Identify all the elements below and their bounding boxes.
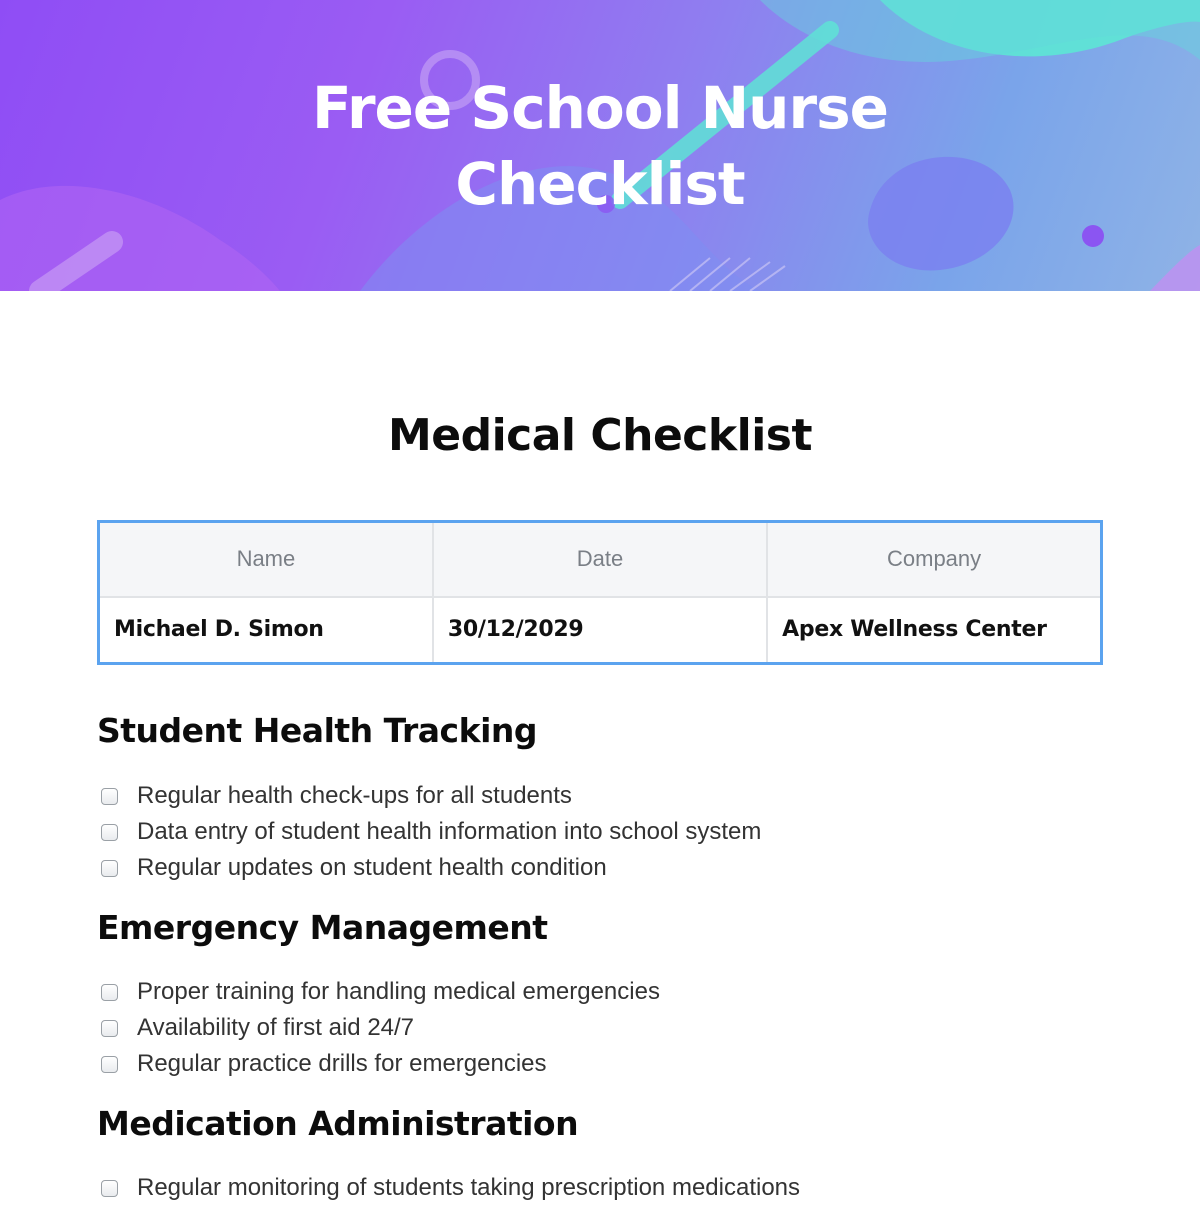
banner-title-line2: Checklist [455,150,745,218]
checkbox[interactable] [101,984,118,1001]
banner-title [0,70,1200,222]
header-company: Company [767,522,1101,597]
checklist-item [101,850,761,886]
checklist-item-label: Regular practice drills for emergencies [137,1050,547,1077]
checklist-item [101,1170,800,1206]
pink-blob-shape [1150,245,1200,291]
checklist-item-label: Data entry of student health information into school system [137,818,762,845]
checklist-item [101,814,761,850]
header-banner [0,0,1200,291]
checkbox[interactable] [101,1020,118,1037]
checklist-item-label: Regular updates on student health condition [137,854,607,881]
info-table-header-row [99,522,1102,597]
dot-shape [1082,225,1104,247]
checklist-medication-administration [101,1170,800,1206]
checklist-emergency-management [101,974,660,1082]
section-heading-student-health: Student Health Tracking [97,711,537,750]
checklist-item [101,778,761,814]
checkbox[interactable] [101,788,118,805]
checklist-item-label: Regular health check-ups for all students [137,782,572,809]
value-date: 30/12/2029 [433,597,767,664]
checklist-item-label: Regular monitoring of students taking prescription medications [137,1174,801,1201]
checklist-item [101,974,660,1010]
section-heading-emergency-management: Emergency Management [97,908,548,947]
checkbox[interactable] [101,1056,118,1073]
value-company: Apex Wellness Center [767,597,1101,664]
checkbox[interactable] [101,824,118,841]
info-table [97,520,1103,665]
info-table-value-row [99,597,1102,664]
checklist-item-label: Proper training for handling medical emergencies [137,978,660,1005]
document-title: Medical Checklist [387,410,813,461]
checklist-item [101,1010,660,1046]
checklist-item-label: Availability of first aid 24/7 [137,1014,415,1041]
banner-title-line1: Free School Nurse [312,74,888,142]
checklist-item [101,1046,660,1082]
section-heading-medication-administration: Medication Administration [97,1104,579,1143]
checklist-student-health [101,778,761,886]
header-date: Date [433,522,767,597]
checkbox[interactable] [101,1180,118,1197]
checkbox[interactable] [101,860,118,877]
header-name: Name [99,522,433,597]
value-name: Michael D. Simon [99,597,433,664]
